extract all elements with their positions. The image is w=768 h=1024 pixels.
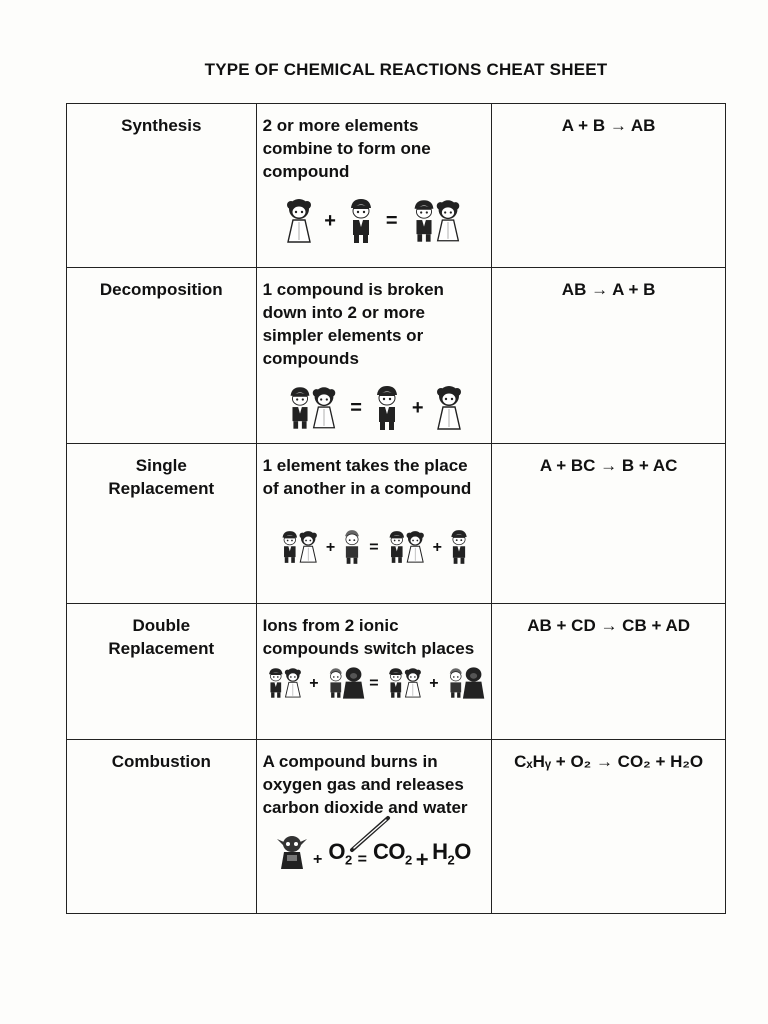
couple-icon [383, 664, 426, 702]
couple-icon [383, 528, 429, 566]
page-title: TYPE OF CHEMICAL REACTIONS CHEAT SHEET [204, 60, 608, 79]
couple-icon [282, 384, 342, 432]
table-row [67, 444, 726, 604]
table-row [67, 604, 726, 740]
reaction-name-line: Synthesis [121, 116, 202, 135]
plus-sign: + [432, 538, 442, 556]
reaction-name-line: Combustion [111, 752, 211, 771]
reaction-description [256, 104, 492, 268]
table-row [67, 104, 726, 268]
plus-sign: + [312, 851, 323, 868]
table-row [67, 740, 726, 914]
reaction-description [256, 604, 492, 740]
reaction-picture [263, 664, 486, 702]
dark-couple-icon [323, 664, 366, 702]
water-formula: $H_2O$ [432, 838, 471, 867]
reaction-name [67, 268, 257, 444]
alien-icon [275, 833, 309, 871]
reactions-table [66, 103, 726, 914]
plus-sign: + [324, 209, 336, 232]
description-text: A compound burns in oxygen gas and releases carbon dioxide and water [262, 752, 468, 817]
man-icon [339, 528, 365, 566]
lightsaber-group [354, 848, 371, 871]
reaction-equation: AB + CD → CB + AD [492, 604, 726, 740]
plus-sign: + [429, 674, 439, 692]
reaction-name-line: Replacement [108, 639, 215, 658]
reaction-equation: AB → A + B [492, 268, 726, 444]
description-text: 2 or more elements combine to form one compound [262, 116, 431, 181]
reaction-name [67, 104, 257, 268]
reaction-description [256, 444, 492, 604]
reaction-picture [263, 384, 486, 432]
description-text: 1 element takes the place of another in a compound [262, 456, 472, 498]
groom-icon [370, 384, 404, 432]
groom-icon [344, 197, 378, 245]
reaction-equation: CₓHᵧ + O₂ → CO₂ + H₂O [492, 740, 726, 914]
equals-sign: = [350, 396, 362, 419]
description-text: 1 compound is broken down into 2 or more simpler elements or compounds [262, 280, 444, 368]
groom-icon [446, 528, 472, 566]
oxygen-formula: $O_2$ [328, 838, 352, 867]
reaction-name-line: Double [132, 616, 191, 635]
description-text: Ions from 2 ionic compounds switch places [262, 616, 475, 658]
equals-sign: = [357, 851, 368, 868]
couple-icon [276, 528, 322, 566]
bride-icon [432, 384, 466, 432]
reaction-picture [263, 528, 486, 566]
bride-icon [282, 197, 316, 245]
reaction-description [256, 740, 492, 914]
reaction-description [256, 268, 492, 444]
reaction-picture [263, 197, 486, 245]
equals-sign: = [369, 674, 379, 692]
reaction-name-line: Decomposition [99, 280, 223, 299]
lightsaber-icon [348, 814, 392, 854]
reaction-equation: A + BC → B + AC [492, 444, 726, 604]
reaction-equation: A + B → AB [492, 104, 726, 268]
carbon-dioxide-formula: $CO_2$ [373, 838, 412, 867]
equals-sign: = [369, 538, 379, 556]
plus-sign: + [325, 538, 336, 556]
plus-sign: + [411, 396, 424, 419]
couple-icon [406, 197, 466, 245]
formula-plus-sign: + [415, 847, 429, 872]
reaction-name-line: Single [135, 456, 187, 475]
table-row [67, 268, 726, 444]
couple-icon [263, 664, 306, 702]
reaction-name [67, 604, 257, 740]
equals-sign: = [385, 209, 398, 232]
reaction-name [67, 740, 257, 914]
plus-sign: + [309, 674, 319, 692]
dark-couple-icon [443, 664, 486, 702]
reaction-name [67, 444, 257, 604]
reaction-name-line: Replacement [108, 479, 215, 498]
reaction-picture [263, 833, 486, 871]
